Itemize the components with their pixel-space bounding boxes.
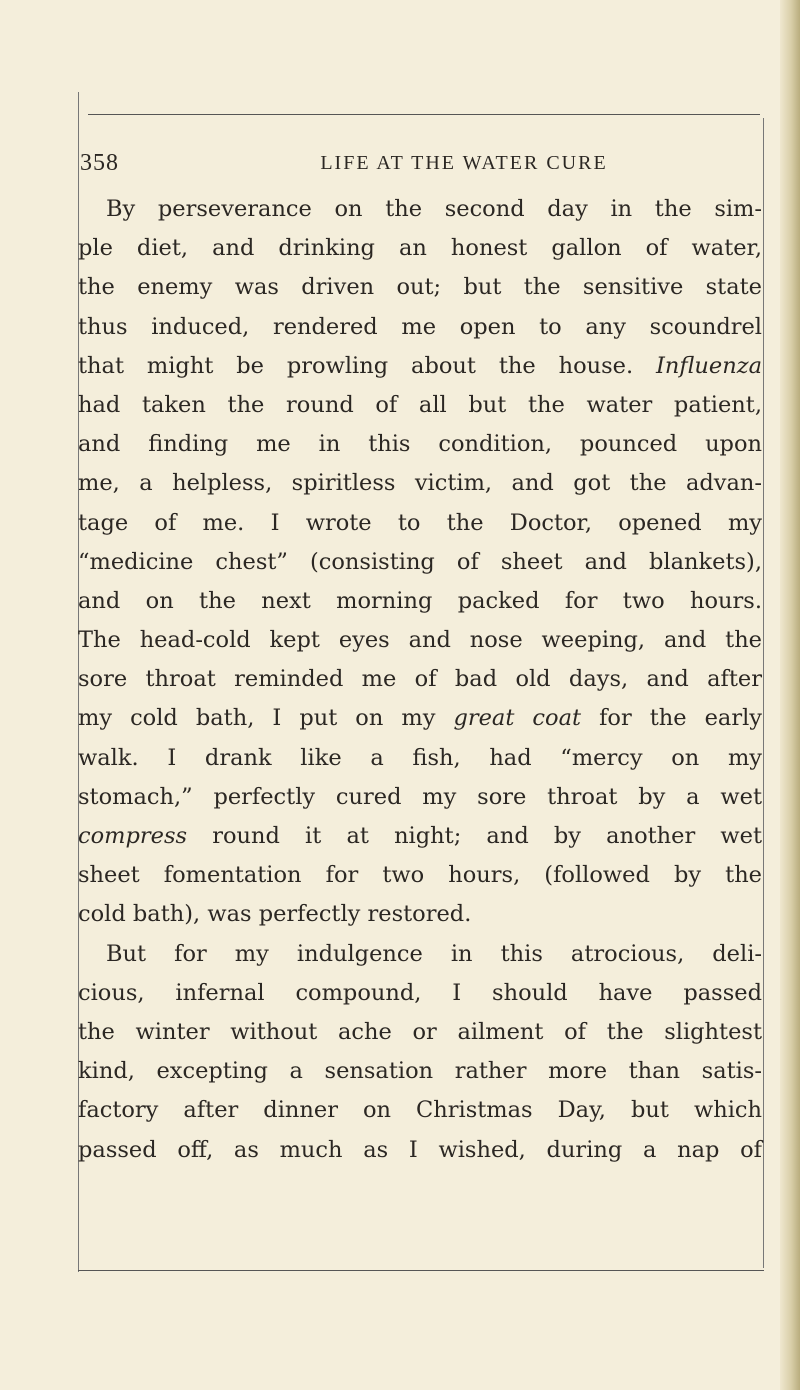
text-line: the winter without ache or ailment of the slightest bbox=[78, 1018, 762, 1045]
top-rule bbox=[88, 114, 760, 115]
text-line: cold bath), was perfectly restored. bbox=[78, 901, 472, 928]
text-line: The head-cold kept eyes and nose weeping, and the bbox=[78, 627, 762, 654]
text-line: walk. I drank like a fish, had “mercy on my bbox=[78, 744, 762, 771]
body-text bbox=[78, 190, 762, 1170]
page-number: 358 bbox=[80, 150, 119, 176]
bottom-rule bbox=[78, 1270, 764, 1271]
text-line: By perseverance on the second day in the sim- bbox=[106, 196, 762, 222]
text-line: sore throat reminded me of bad old days, and after bbox=[78, 666, 762, 693]
text-line: thus induced, rendered me open to any scoundrel bbox=[78, 313, 762, 340]
text-line: my cold bath, I put on my great coat for the early bbox=[78, 705, 763, 732]
page-edge bbox=[780, 0, 800, 1390]
text-line: sheet fomentation for two hours, (followed by the bbox=[78, 862, 762, 889]
text-line: and on the next morning packed for two hours. bbox=[78, 587, 762, 614]
text-line: ple diet, and drinking an honest gallon of water, bbox=[78, 235, 762, 262]
text-line: compress round it at night; and by another wet bbox=[78, 823, 762, 849]
text-line: had taken the round of all but the water patient, bbox=[78, 391, 762, 418]
text-line: that might be prowling about the house. Influenza bbox=[78, 352, 762, 379]
italic-emphasis: compress bbox=[78, 823, 188, 849]
text-line: the enemy was driven out; but the sensitive state bbox=[78, 274, 762, 301]
page-header bbox=[80, 148, 770, 178]
frame-right-rule bbox=[763, 118, 764, 1268]
text-line: passed off, as much as I wished, during a nap of bbox=[78, 1136, 762, 1163]
text-line: stomach,” perfectly cured my sore throat by a wet bbox=[78, 783, 762, 810]
text-line: factory after dinner on Christmas Day, but which bbox=[78, 1097, 762, 1124]
text-line: cious, infernal compound, I should have passed bbox=[78, 979, 762, 1006]
text-line: tage of me. I wrote to the Doctor, opened my bbox=[78, 509, 762, 536]
italic-emphasis: Influenza bbox=[656, 352, 762, 379]
text-line: “medicine chest” (consisting of sheet and blankets), bbox=[78, 548, 762, 575]
running-title: LIFE AT THE WATER CURE bbox=[320, 152, 608, 174]
text-line: me, a helpless, spiritless victim, and got the advan- bbox=[78, 470, 762, 497]
text-line: kind, excepting a sensation rather more than satis- bbox=[78, 1058, 762, 1085]
italic-emphasis: great coat bbox=[453, 705, 582, 732]
text-line: But for my indulgence in this atrocious, deli- bbox=[106, 940, 762, 967]
text-line: and finding me in this condition, pounced upon bbox=[78, 431, 762, 458]
